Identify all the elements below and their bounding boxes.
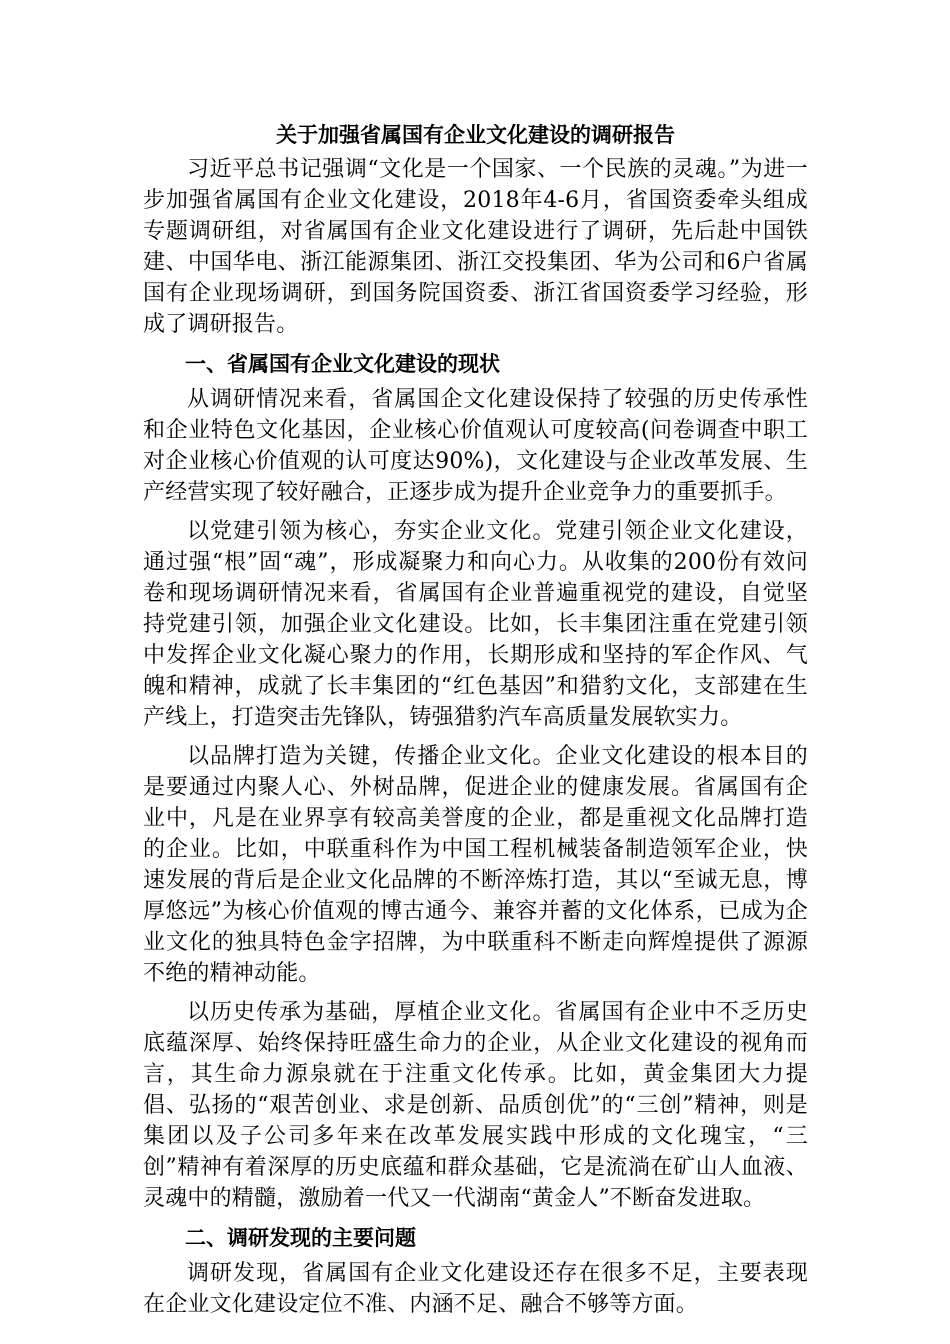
- brand-building-paragraph: 以品牌打造为关键，传播企业文化。企业文化建设的根本目的是要通过内聚人心、外树品牌，促进企业的健康发展。省属国有企业中，凡是在业界享有较高美誉度的企业，都是重视文化品牌打造的企业。比如，中联重科作为中国工程机械装备制造领军企业，快速发展的背后是企业文化品牌的不断淬炼打造，其以“至诚无息，博厚悠远”为核心价值观的博古通今、兼容并蓄的文化体系，已成为企业文化的独具特色金字招牌，为中联重科不断走向辉煌提供了源源不绝的精神动能。: [143, 744, 808, 986]
- section-heading-status: 一、省属国有企业文化建设的现状: [185, 351, 500, 376]
- historical-heritage-paragraph: 以历史传承为基础，厚植企业文化。省属国有企业中不乏历史底蕴深厚、始终保持旺盛生命力的企业，从企业文化建设的视角而言，其生命力源泉就在于注重文化传承。比如，黄金集团大力提倡、弘扬的“艰苦创业、求是创新、品质创优”的“三创”精神，则是集团以及子公司多年来在改革发展实践中形成的文化瑰宝，“三创”精神有着深厚的历史底蕴和群众基础，它是流淌在矿山人血液、灵魂中的精髓，激励着一代又一代湖南“黄金人”不断奋发进取。: [143, 1000, 808, 1211]
- document-page: [143, 118, 808, 1328]
- document-title: 关于加强省属国有企业文化建设的调研报告: [276, 122, 675, 147]
- party-building-paragraph: 以党建引领为核心，夯实企业文化。党建引领企业文化建设，通过强“根”固“魂”，形成凝聚力和向心力。从收集的200份有效问卷和现场调研情况来看，省属国有企业普遍重视党的建设，自觉坚持党建引领，加强企业文化建设。比如，长丰集团注重在党建引领中发挥企业文化凝心聚力的作用，长期形成和坚持的军企作风、气魄和精神，成就了长丰集团的“红色基因”和猎豹文化，支部建在生产线上，打造突击先锋队，铸强猎豹汽车高质量发展软实力。: [143, 519, 808, 730]
- intro-paragraph: 习近平总书记强调“文化是一个国家、一个民族的灵魂。”为进一步加强省属国有企业文化建设，2018年4-6月，省国资委牵头组成专题调研组，对省属国有企业文化建设进行了调研，先后赴中国铁建、中国华电、浙江能源集团、浙江交投集团、华为公司和6户省属国有企业现场调研，到国务院国资委、浙江省国资委学习经验，形成了调研报告。: [143, 157, 808, 337]
- section-heading-problems: 二、调研发现的主要问题: [185, 1225, 416, 1250]
- problems-summary-paragraph: 调研发现，省属国有企业文化建设还存在很多不足，主要表现在企业文化建设定位不准、内涵不足、融合不够等方面。: [143, 1261, 808, 1317]
- status-overview-paragraph: 从调研情况来看，省属国企文化建设保持了较强的历史传承性和企业特色文化基因，企业核心价值观认可度较高(问卷调查中职工对企业核心价值观的认可度达90%)，文化建设与企业改革发展、生产经营实现了较好融合，正逐步成为提升企业竞争力的重要抓手。: [143, 387, 808, 505]
